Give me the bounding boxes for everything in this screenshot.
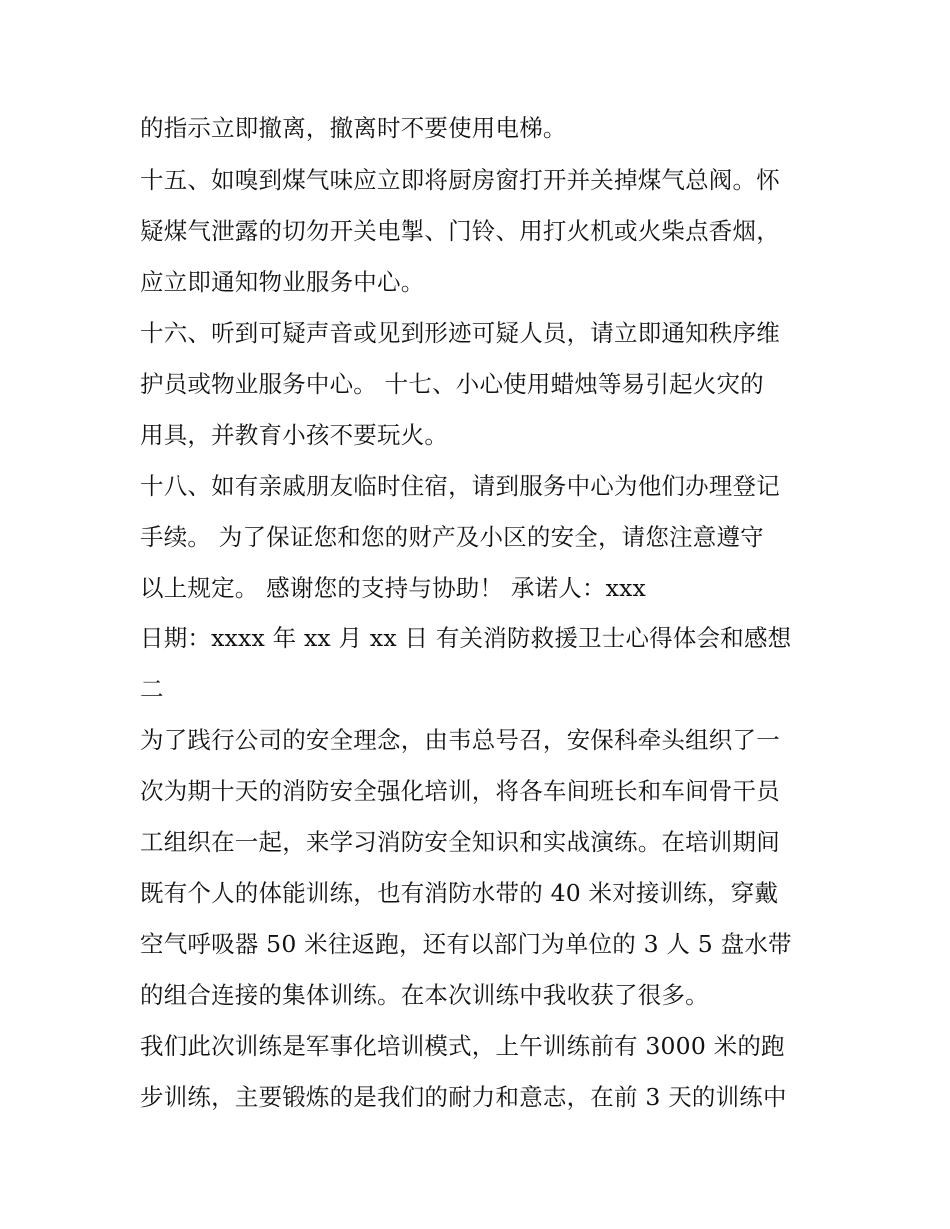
text-line: 护员或物业服务中心。 十七、小心使用蜡烛等易引起火灾的: [140, 370, 764, 398]
text-line: 二: [140, 675, 164, 703]
text-line: 次为期十天的消防安全强化培训，将各车间班长和车间骨干员: [140, 777, 780, 805]
text-line: 手续。 为了保证您和您的财产及小区的安全，请您注意遵守: [140, 523, 764, 551]
text-line: 工组织在一起，来学习消防安全知识和实战演练。在培训期间: [140, 828, 780, 856]
text-line: 既有个人的体能训练，也有消防水带的 40 米对接训练，穿戴: [140, 879, 779, 907]
text-line: 疑煤气泄露的切勿开关电掣、门铃、用打火机或火柴点香烟，: [140, 217, 780, 245]
text-line: 十六、听到可疑声音或见到形迹可疑人员，请立即通知秩序维: [140, 319, 780, 347]
text-line: 日期：xxxx 年 xx 月 xx 日 有关消防救援卫士心得体会和感想: [140, 624, 792, 652]
text-line: 为了践行公司的安全理念，由韦总号召，安保科牵头组织了一: [140, 726, 780, 754]
text-line: 以上规定。 感谢您的支持与协助！ 承诺人：xxx: [140, 574, 646, 602]
text-line: 步训练，主要锻炼的是我们的耐力和意志，在前 3 天的训练中: [140, 1083, 787, 1111]
text-line: 空气呼吸器 50 米往返跑，还有以部门为单位的 3 人 5 盘水带: [140, 930, 792, 958]
text-line: 的指示立即撤离，撤离时不要使用电梯。: [140, 114, 567, 142]
text-line: 十八、如有亲戚朋友临时住宿，请到服务中心为他们办理登记: [140, 472, 780, 500]
text-line: 的组合连接的集体训练。在本次训练中我收获了很多。: [140, 981, 709, 1009]
text-line: 十五、如嗅到煤气味应立即将厨房窗打开并关掉煤气总阀。怀: [140, 166, 780, 194]
text-line: 用具，并教育小孩不要玩火。: [140, 421, 449, 449]
text-line: 我们此次训练是军事化培训模式，上午训练前有 3000 米的跑: [140, 1032, 785, 1060]
text-line: 应立即通知物业服务中心。: [140, 268, 425, 296]
